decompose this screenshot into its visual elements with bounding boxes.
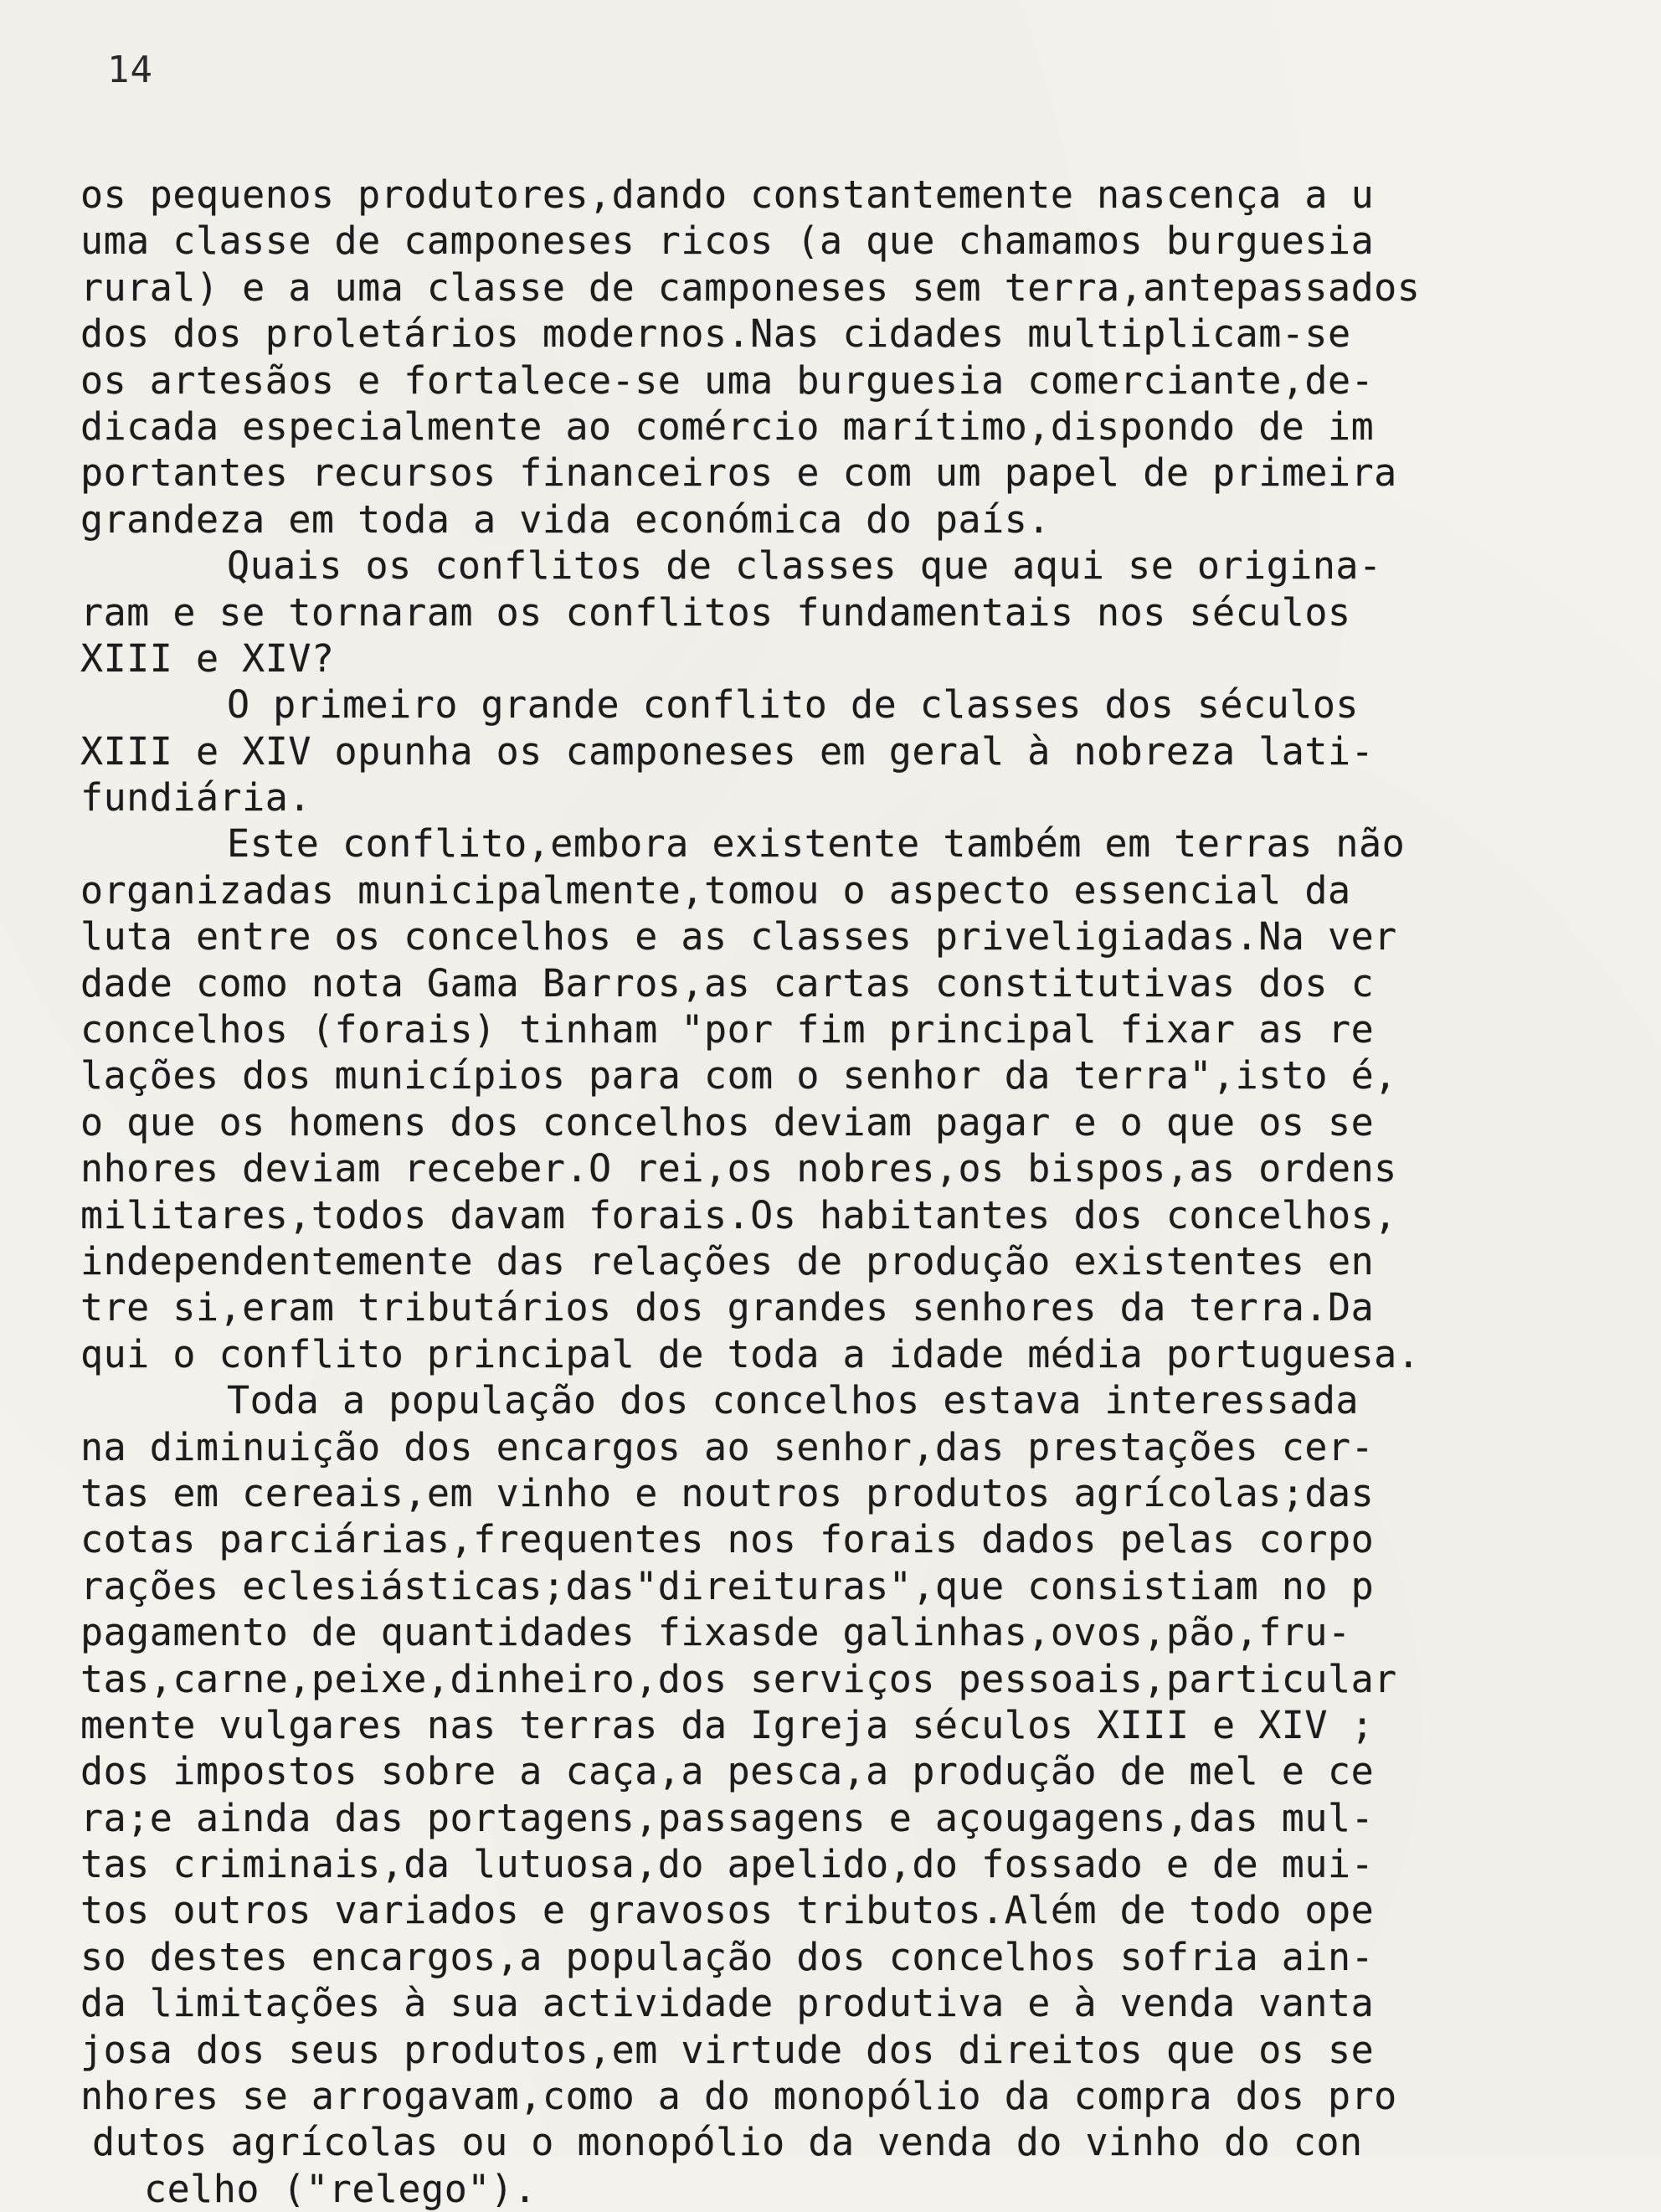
text-line: concelhos (forais) tinham "por fim principal fixar as re <box>80 1007 1375 1052</box>
text-line: tre si,eram tributários dos grandes senhores da terra.Da <box>80 1285 1375 1330</box>
text-line: dos dos proletários modernos.Nas cidades multiplicam-se <box>80 311 1351 357</box>
paragraph-start-line: Quais os conflitos de classes que aqui se origina- <box>227 543 1382 589</box>
text-line: independentemente das relações de produção existentes en <box>80 1238 1375 1283</box>
text-line: qui o conflito principal de toda a idade média portuguesa. <box>80 1331 1421 1376</box>
text-line: pagamento de quantidades fixasde galinhas,ovos,pão,fru- <box>80 1610 1351 1655</box>
paragraph-start-line: Toda a população dos concelhos estava interessada <box>227 1378 1360 1423</box>
text-line: XIII e XIV opunha os camponeses em geral à nobreza lati- <box>80 728 1375 774</box>
text-line: ra;e ainda das portagens,passagens e açougagens,das mul- <box>80 1795 1375 1840</box>
paragraph-start-line: Este conflito,embora existente também em terras não <box>227 821 1406 867</box>
text-line: os artesãos e fortalece-se uma burguesia comerciante,de- <box>80 358 1375 403</box>
page-number: 14 <box>107 49 153 91</box>
text-line: tas,carne,peixe,dinheiro,dos serviços pessoais,particular <box>80 1656 1397 1701</box>
text-line: luta entre os concelhos e as classes priveligiadas.Na ver <box>80 914 1397 959</box>
text-line: tos outros variados e gravosos tributos.Além de todo ope <box>80 1888 1375 1933</box>
text-line: tas em cereais,em vinho e noutros produtos agrícolas;das <box>80 1470 1375 1515</box>
text-line: dicada especialmente ao comércio marítimo,dispondo de im <box>80 404 1375 449</box>
text-line: celho ("relego"). <box>144 2166 537 2211</box>
text-line: fundiária. <box>80 775 311 820</box>
text-line: portantes recursos financeiros e com um papel de primeira <box>80 450 1397 496</box>
text-line: uma classe de camponeses ricos (a que chamamos burguesia <box>80 219 1375 264</box>
text-line: o que os homens dos concelhos deviam pagar e o que os se <box>80 1099 1375 1145</box>
text-line: na diminuição dos encargos ao senhor,das prestações cer- <box>80 1424 1375 1469</box>
text-line: tas criminais,da lutuosa,do apelido,do fossado e de mui- <box>80 1842 1375 1887</box>
text-line: XIII e XIV? <box>80 635 335 681</box>
text-line: nhores se arrogavam,como a do monopólio da compra dos pro <box>80 2074 1397 2119</box>
text-line: rural) e a uma classe de camponeses sem terra,antepassados <box>80 265 1421 310</box>
text-line: da limitações à sua actividade produtiva e à venda vanta <box>80 1981 1375 2026</box>
text-line: nhores deviam receber.O rei,os nobres,os bispos,as ordens <box>80 1146 1397 1191</box>
body-text <box>80 172 1504 2212</box>
text-line: dutos agrícolas ou o monopólio da venda do vinho do con <box>92 2120 1363 2165</box>
text-line: so destes encargos,a população dos concelhos sofria ain- <box>80 1934 1375 1979</box>
text-line: lações dos municípios para com o senhor da terra",isto é, <box>80 1053 1397 1098</box>
text-line: os pequenos produtores,dando constantemente nascença a u <box>80 172 1375 217</box>
text-line: militares,todos davam forais.Os habitantes dos concelhos, <box>80 1192 1397 1237</box>
text-line: dade como nota Gama Barros,as cartas constitutivas dos c <box>80 960 1375 1006</box>
text-line: ram e se tornaram os conflitos fundamentais nos séculos <box>80 589 1351 635</box>
text-line: grandeza em toda a vida económica do país. <box>80 496 1051 542</box>
text-line: josa dos seus produtos,em virtude dos direitos que os se <box>80 2027 1375 2072</box>
text-line: rações eclesiásticas;das"direituras",que consistiam no p <box>80 1563 1375 1608</box>
text-line: dos impostos sobre a caça,a pesca,a produção de mel e ce <box>80 1749 1375 1794</box>
paragraph-start-line: O primeiro grande conflito de classes dos séculos <box>227 682 1360 728</box>
text-line: mente vulgares nas terras da Igreja séculos XIII e XIV ; <box>80 1702 1375 1747</box>
text-line: cotas parciárias,frequentes nos forais dados pelas corpo <box>80 1517 1375 1562</box>
text-line: organizadas municipalmente,tomou o aspecto essencial da <box>80 867 1351 913</box>
